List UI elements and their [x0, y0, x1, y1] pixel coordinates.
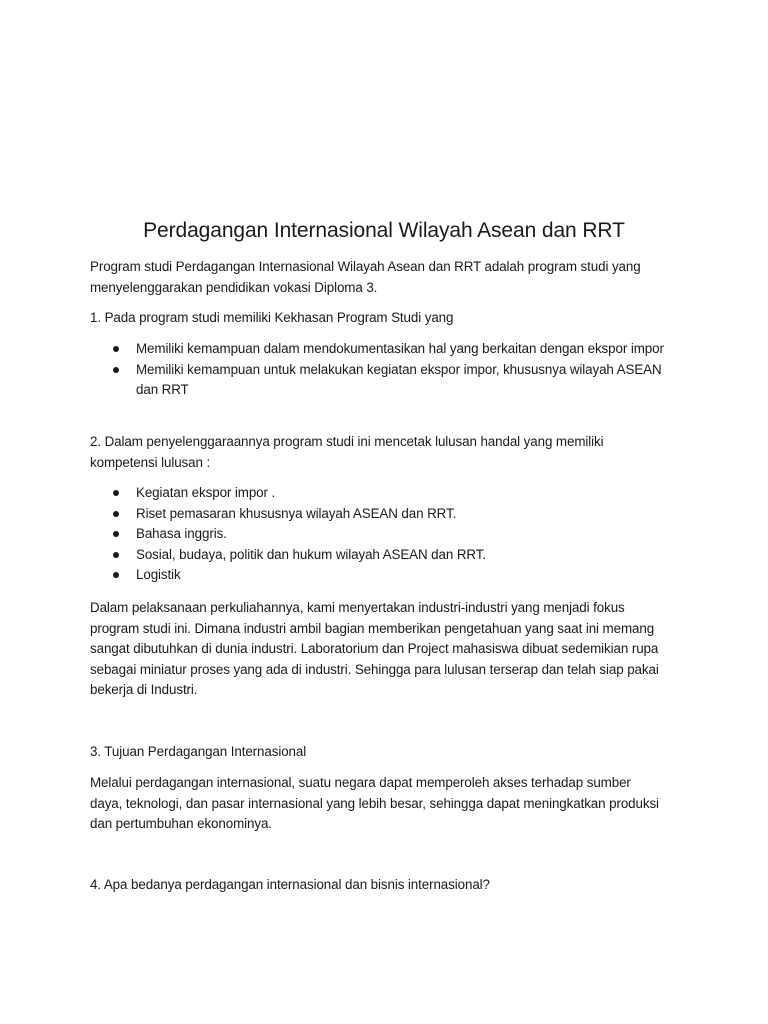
bullet-icon [113, 552, 119, 558]
section2-heading: 2. Dalam penyelenggaraannya program studi ini mencetak lulusan handal yang memiliki kompetensi lulusan : [90, 434, 604, 470]
list-item-text: Logistik [136, 567, 181, 583]
list-item-text: Riset pemasaran khususnya wilayah ASEAN dan RRT. [136, 505, 457, 521]
section4-heading: 4. Apa bedanya perdagangan internasional dan bisnis internasional? [90, 877, 490, 892]
bullet-icon [113, 531, 119, 537]
bullet-icon [113, 346, 119, 352]
bullet-icon [113, 490, 119, 496]
list-item [90, 360, 665, 401]
section3-heading: 3. Tujuan Perdagangan Internasional [90, 744, 307, 759]
list-item-text: Kegiatan ekspor impor . [136, 485, 276, 500]
document-page [90, 0, 680, 1024]
list-item [90, 545, 665, 566]
section1-list [90, 339, 665, 401]
list-item-text: Memiliki kemampuan dalam mendokumentasikan hal yang berkaitan dengan ekspor impor [136, 341, 664, 356]
list-item [90, 504, 665, 525]
list-item [90, 565, 665, 586]
section3-paragraph: Melalui perdagangan internasional, suatu negara dapat memperoleh akses terhadap sumber daya, teknologi, dan pasar internasional yang lebih besar, sehingga dapat meningkatkan produksi dan pertumbuhan ekonominya. [90, 775, 659, 832]
bullet-icon [113, 511, 119, 517]
section2-closing-paragraph: Dalam pelaksanaan perkuliahannya, kami menyertakan industri-industri yang menjadi fokus program studi ini. Dimana industri ambil bagian memberikan pengetahuan yang saat ini memang sangat dibutuhkan di dunia industri. Laboratorium dan Project mahasiswa dibuat sedemikian rupa sebagai miniatur proses yang ada di industri. Sehingga para lulusan terserap dan telah siap pakai bekerja di Industri. [90, 600, 659, 698]
section2-list [90, 483, 665, 586]
bullet-icon [113, 367, 119, 373]
intro-paragraph: Program studi Perdagangan Internasional Wilayah Asean dan RRT adalah program studi yang menyelenggarakan pendidikan vokasi Diploma 3. [90, 259, 641, 295]
bullet-icon [113, 572, 119, 578]
document-title: Perdagangan Internasional Wilayah Asean dan RRT [143, 219, 625, 242]
list-item [90, 524, 665, 545]
list-item [90, 339, 665, 360]
section1-heading: 1. Pada program studi memiliki Kekhasan Program Studi yang [90, 310, 454, 325]
list-item-text: Memiliki kemampuan untuk melakukan kegiatan ekspor impor, khususnya wilayah ASEAN dan RRT [136, 361, 662, 398]
list-item-text: Bahasa inggris. [136, 526, 227, 542]
list-item-text: Sosial, budaya, politik dan hukum wilayah ASEAN dan RRT. [136, 546, 486, 562]
list-item [90, 483, 665, 504]
